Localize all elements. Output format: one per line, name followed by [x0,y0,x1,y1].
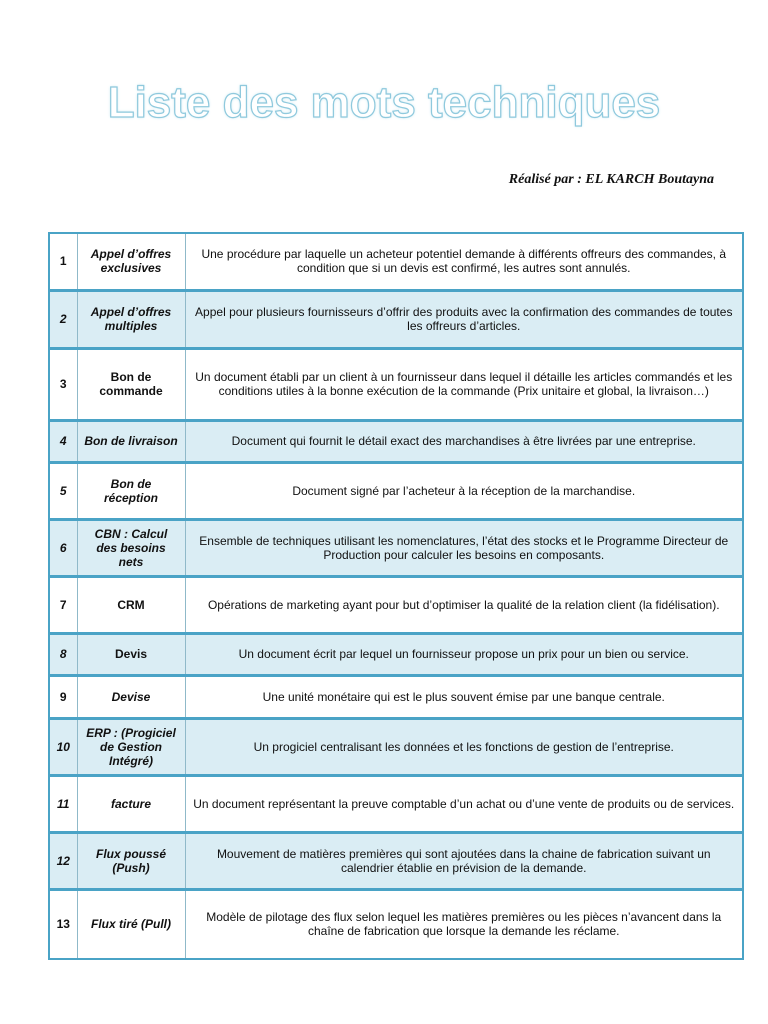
row-number: 13 [49,889,77,959]
row-definition: Document qui fournit le détail exact des marchandises à être livrées par une entreprise. [185,420,743,462]
row-term: Flux poussé (Push) [77,832,185,889]
row-definition: Appel pour plusieurs fournisseurs d’offrir des produits avec la confirmation des commandes de toutes les offreurs d’articles. [185,290,743,348]
row-definition: Mouvement de matières premières qui sont ajoutées dans la chaine de fabrication suivant un calendrier établie en prévision de la demande. [185,832,743,889]
row-term: Bon de commande [77,348,185,420]
row-term: Appel d’offres multiples [77,290,185,348]
row-definition: Un document représentant la preuve comptable d’un achat ou d’une vente de produits ou de services. [185,775,743,832]
row-term: CRM [77,576,185,633]
row-number: 7 [49,576,77,633]
row-number: 3 [49,348,77,420]
row-number: 5 [49,462,77,519]
table-row [49,576,743,633]
table-row [49,832,743,889]
table-row [49,633,743,675]
glossary-table [48,232,744,960]
table-row [49,775,743,832]
row-number: 12 [49,832,77,889]
row-definition: Un document établi par un client à un fournisseur dans lequel il détaille les articles commandés et les conditions utiles à la bonne exécution de la commande (Prix unitaire et global, la livraison…) [185,348,743,420]
row-number: 2 [49,290,77,348]
row-term: ERP : (Progiciel de Gestion Intégré) [77,718,185,775]
row-number: 9 [49,675,77,718]
row-definition: Opérations de marketing ayant pour but d’optimiser la qualité de la relation client (la fidélisation). [185,576,743,633]
table-row [49,718,743,775]
page-title: Liste des mots techniques [107,78,661,127]
row-number: 8 [49,633,77,675]
row-definition: Document signé par l’acheteur à la réception de la marchandise. [185,462,743,519]
table-row [49,519,743,576]
row-term: Devis [77,633,185,675]
table-row [49,290,743,348]
table-row [49,675,743,718]
row-number: 1 [49,233,77,290]
row-definition: Un progiciel centralisant les données et les fonctions de gestion de l’entreprise. [185,718,743,775]
table-row [49,889,743,959]
row-number: 11 [49,775,77,832]
row-definition: Ensemble de techniques utilisant les nomenclatures, l’état des stocks et le Programme Directeur de Production pour calculer les besoins en composants. [185,519,743,576]
row-number: 6 [49,519,77,576]
row-definition: Modèle de pilotage des flux selon lequel les matières premières ou les pièces n’avancent dans la chaîne de fabrication que lorsque la demande les réclame. [185,889,743,959]
row-term: Bon de réception [77,462,185,519]
row-term: Appel d’offres exclusives [77,233,185,290]
row-definition: Une unité monétaire qui est le plus souvent émise par une banque centrale. [185,675,743,718]
table-row [49,348,743,420]
table-row [49,233,743,290]
author-line: Réalisé par : EL KARCH Boutayna [508,172,714,187]
row-definition: Une procédure par laquelle un acheteur potentiel demande à différents offreurs des commandes, à condition que si un devis est confirmé, les autres sont annulés. [185,233,743,290]
row-term: Devise [77,675,185,718]
row-term: CBN : Calcul des besoins nets [77,519,185,576]
row-definition: Un document écrit par lequel un fournisseur propose un prix pour un bien ou service. [185,633,743,675]
row-number: 4 [49,420,77,462]
row-number: 10 [49,718,77,775]
row-term: Bon de livraison [77,420,185,462]
table-row [49,420,743,462]
row-term: facture [77,775,185,832]
row-term: Flux tiré (Pull) [77,889,185,959]
table-row [49,462,743,519]
